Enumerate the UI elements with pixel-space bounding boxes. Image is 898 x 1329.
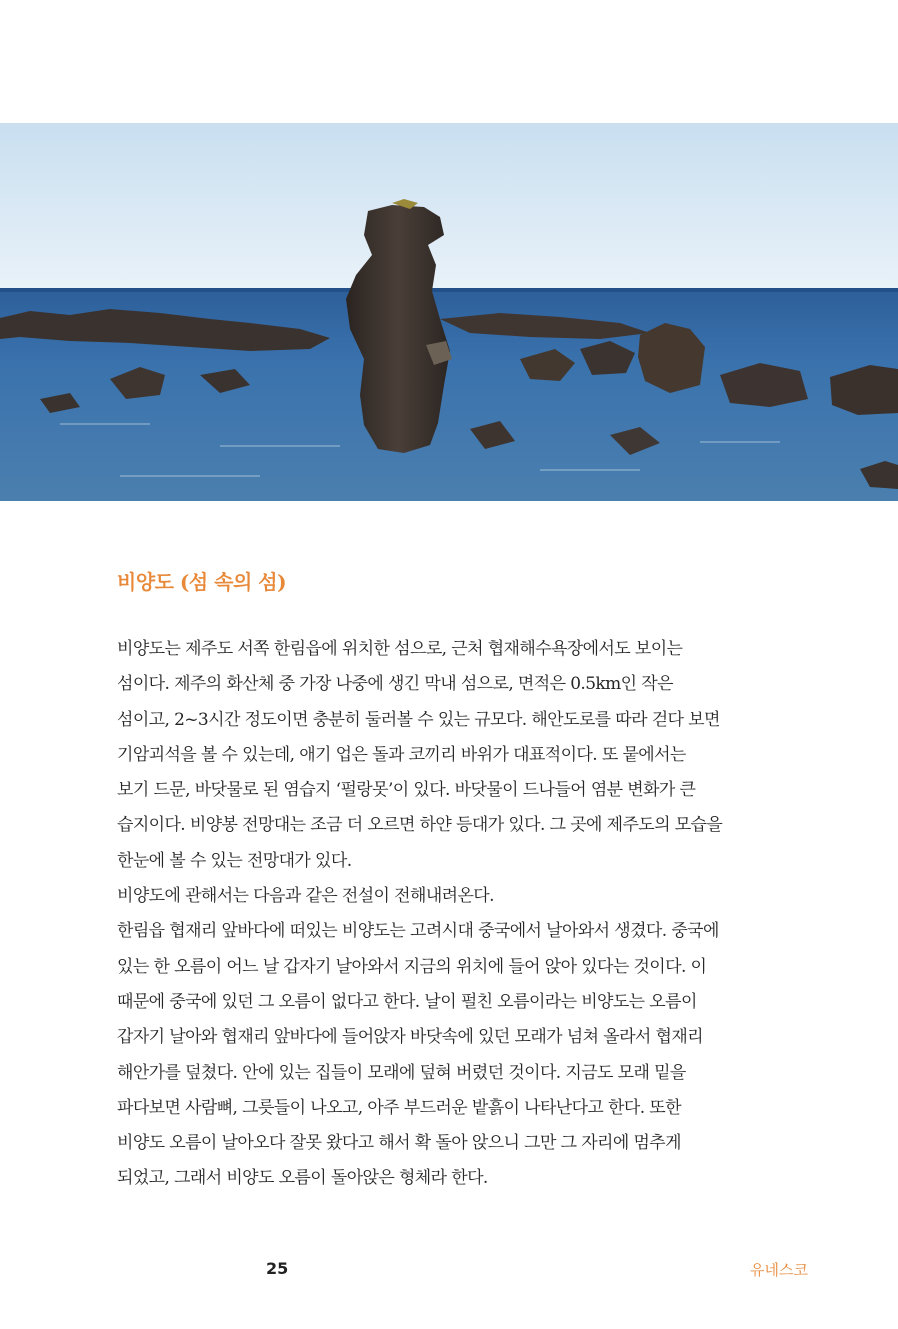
body-line: 갑자기 날아와 협재리 앞바다에 들어앉자 바닷속에 있던 모래가 넘쳐 올라서 협재리: [117, 1027, 703, 1048]
sky: [0, 123, 898, 291]
body-line: 비양도에 관해서는 다음과 같은 전설이 전해내려온다.: [117, 886, 494, 907]
body-line: 보기 드문, 바닷물로 된 염습지 ‘펄랑못’이 있다. 바닷물이 드나들어 염분 변화가 큰: [117, 780, 696, 801]
body-line: 파다보면 사람뼈, 그릇들이 나오고, 아주 부드러운 밭흙이 나타난다고 한다. 또한: [117, 1097, 681, 1118]
body-line: 습지이다. 비양봉 전망대는 조금 더 오르면 하얀 등대가 있다. 그 곳에 제주도의 모습을: [117, 815, 723, 836]
rock-pillar-seascape: [0, 123, 898, 501]
body-line: 되었고, 그래서 비양도 오름이 돌아앉은 형체라 한다.: [117, 1168, 488, 1189]
body-line: 섬이다. 제주의 화산체 중 가장 나중에 생긴 막내 섬으로, 면적은 0.5km인 작은: [117, 674, 673, 695]
body-line: 기암괴석을 볼 수 있는데, 애기 업은 돌과 코끼리 바위가 대표적이다. 또 뭍에서는: [117, 744, 686, 765]
body-line: 비양도 오름이 날아오다 잘못 왔다고 해서 확 돌아 앉으니 그만 그 자리에 멈추게: [117, 1133, 681, 1154]
body-paragraph: [117, 632, 817, 1197]
body-line: 한림읍 협재리 앞바다에 떠있는 비양도는 고려시대 중국에서 날아와서 생겼다. 중국에: [117, 921, 719, 942]
body-line: 비양도는 제주도 서쪽 한림읍에 위치한 섬으로, 근처 협재해수욕장에서도 보이는: [117, 639, 683, 659]
body-line: 한눈에 볼 수 있는 전망대가 있다.: [117, 850, 352, 871]
coastal-rock-photo: [0, 123, 898, 501]
body-line: 있는 한 오름이 어느 날 갑자기 날아와서 지금의 위치에 들어 앉아 있다는 것이다. 이: [117, 956, 707, 977]
page-number: 25: [266, 1259, 289, 1278]
body-line: 해안가를 덮쳤다. 안에 있는 집들이 모래에 덮혀 버렸던 것이다. 지금도 모래 밑을: [117, 1062, 686, 1083]
section-title: 비양도 (섬 속의 섬): [117, 570, 287, 594]
publisher-name: 유네스코: [750, 1261, 808, 1279]
horizon: [0, 288, 898, 292]
body-line: 섬이고, 2~3시간 정도이면 충분히 둘러볼 수 있는 규모다. 해안도로를 따라 걷다 보면: [117, 709, 720, 730]
body-line: 때문에 중국에 있던 그 오름이 없다고 한다. 날이 펄친 오름이라는 비양도는 오름이: [117, 991, 697, 1012]
